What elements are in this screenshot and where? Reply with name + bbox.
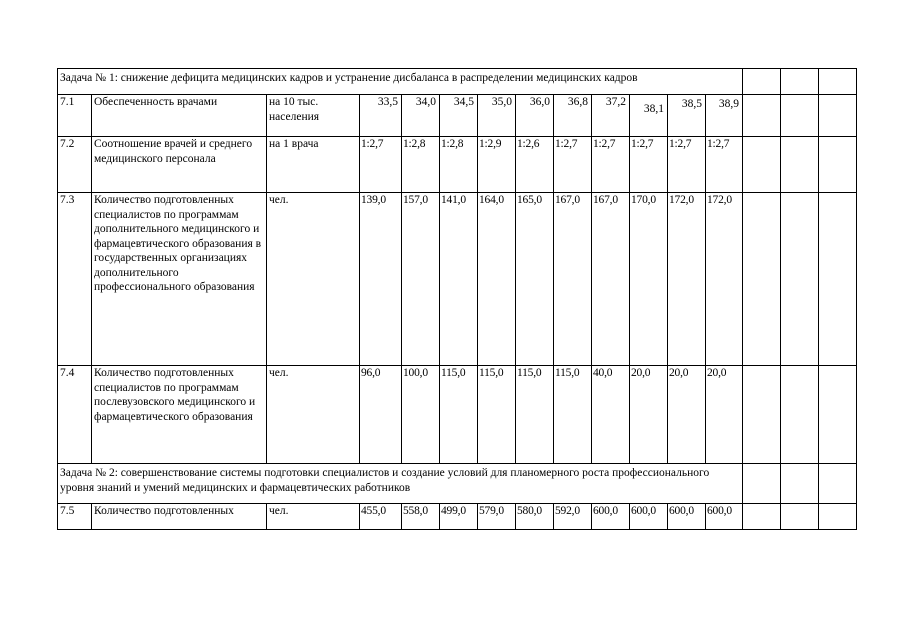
row-number: 7.4 — [58, 366, 92, 464]
value-cell: 115,0 — [478, 366, 516, 464]
value-cell: 1:2,7 — [554, 137, 592, 193]
indicator-name: Соотношение врачей и среднего медицинского персонала — [92, 137, 267, 193]
table-row — [58, 504, 857, 530]
value-cell: 20,0 — [668, 366, 706, 464]
table-row — [58, 366, 857, 464]
value-cell: 115,0 — [516, 366, 554, 464]
value-cell: 33,5 — [360, 95, 402, 137]
row-number: 7.2 — [58, 137, 92, 193]
unit-of-measure: на 10 тыс. населения — [267, 95, 360, 137]
value-cell: 167,0 — [554, 193, 592, 366]
indicator-name: Количество подготовленных специалистов по программам послевузовского медицинского и фармацевтического образования — [92, 366, 267, 464]
table-row — [58, 95, 857, 137]
empty-cell — [819, 464, 857, 504]
task-row-2 — [58, 464, 857, 504]
value-cell: 96,0 — [360, 366, 402, 464]
value-cell: 170,0 — [630, 193, 668, 366]
empty-cell — [819, 137, 857, 193]
empty-cell — [781, 366, 819, 464]
indicators-table — [57, 68, 857, 530]
unit-of-measure: чел. — [267, 193, 360, 366]
value-cell: 38,1 — [630, 95, 668, 137]
empty-cell — [819, 95, 857, 137]
empty-cell — [743, 137, 781, 193]
value-cell: 165,0 — [516, 193, 554, 366]
value-cell: 34,5 — [440, 95, 478, 137]
value-cell: 172,0 — [668, 193, 706, 366]
task-1-heading: Задача № 1: снижение дефицита медицинских кадров и устранение дисбаланса в распределении медицинских кадров — [58, 69, 743, 95]
value-cell: 558,0 — [402, 504, 440, 530]
empty-cell — [819, 69, 857, 95]
empty-cell — [743, 366, 781, 464]
value-cell: 1:2,7 — [668, 137, 706, 193]
empty-cell — [781, 193, 819, 366]
value-cell: 141,0 — [440, 193, 478, 366]
value-cell: 157,0 — [402, 193, 440, 366]
value-cell: 115,0 — [440, 366, 478, 464]
table-row — [58, 193, 857, 366]
value-cell: 579,0 — [478, 504, 516, 530]
value-cell: 164,0 — [478, 193, 516, 366]
empty-cell — [743, 464, 781, 504]
value-cell: 37,2 — [592, 95, 630, 137]
value-cell: 36,0 — [516, 95, 554, 137]
empty-cell — [743, 504, 781, 530]
empty-cell — [819, 366, 857, 464]
value-cell: 600,0 — [630, 504, 668, 530]
empty-cell — [819, 193, 857, 366]
value-cell: 600,0 — [592, 504, 630, 530]
empty-cell — [743, 95, 781, 137]
unit-of-measure: на 1 врача — [267, 137, 360, 193]
value-cell: 1:2,9 — [478, 137, 516, 193]
empty-cell — [781, 95, 819, 137]
empty-cell — [819, 504, 857, 530]
value-cell: 100,0 — [402, 366, 440, 464]
value-cell: 40,0 — [592, 366, 630, 464]
value-cell: 580,0 — [516, 504, 554, 530]
indicator-name: Количество подготовленных — [92, 504, 267, 530]
value-cell: 1:2,7 — [706, 137, 743, 193]
value-cell: 1:2,8 — [440, 137, 478, 193]
value-cell: 172,0 — [706, 193, 743, 366]
empty-cell — [781, 137, 819, 193]
unit-of-measure: чел. — [267, 366, 360, 464]
row-number: 7.1 — [58, 95, 92, 137]
value-cell: 36,8 — [554, 95, 592, 137]
value-cell: 1:2,7 — [630, 137, 668, 193]
unit-of-measure: чел. — [267, 504, 360, 530]
value-cell: 20,0 — [706, 366, 743, 464]
value-cell: 499,0 — [440, 504, 478, 530]
row-number: 7.3 — [58, 193, 92, 366]
value-cell: 592,0 — [554, 504, 592, 530]
table-row — [58, 137, 857, 193]
value-cell: 1:2,7 — [360, 137, 402, 193]
task-2-heading: Задача № 2: совершенствование системы подготовки специалистов и создание условий для планомерного роста профессионального уровня знаний и умений медицинских и фармацевтических работников — [58, 464, 743, 504]
indicator-name: Количество подготовленных специалистов по программам дополнительного медицинского и фармацевтического образования в государственных организациях дополнительного профессионального образования — [92, 193, 267, 366]
value-cell: 38,5 — [668, 95, 706, 137]
empty-cell — [781, 504, 819, 530]
row-number: 7.5 — [58, 504, 92, 530]
value-cell: 600,0 — [668, 504, 706, 530]
value-cell: 35,0 — [478, 95, 516, 137]
empty-cell — [743, 193, 781, 366]
value-cell: 38,9 — [706, 95, 743, 137]
value-cell: 1:2,8 — [402, 137, 440, 193]
value-cell: 115,0 — [554, 366, 592, 464]
value-cell: 455,0 — [360, 504, 402, 530]
value-cell: 34,0 — [402, 95, 440, 137]
value-cell: 600,0 — [706, 504, 743, 530]
indicator-name: Обеспеченность врачами — [92, 95, 267, 137]
value-cell: 139,0 — [360, 193, 402, 366]
empty-cell — [743, 69, 781, 95]
value-cell: 1:2,7 — [592, 137, 630, 193]
empty-cell — [781, 464, 819, 504]
value-cell: 167,0 — [592, 193, 630, 366]
value-cell: 1:2,6 — [516, 137, 554, 193]
empty-cell — [781, 69, 819, 95]
task-row-1 — [58, 69, 857, 95]
value-cell: 20,0 — [630, 366, 668, 464]
